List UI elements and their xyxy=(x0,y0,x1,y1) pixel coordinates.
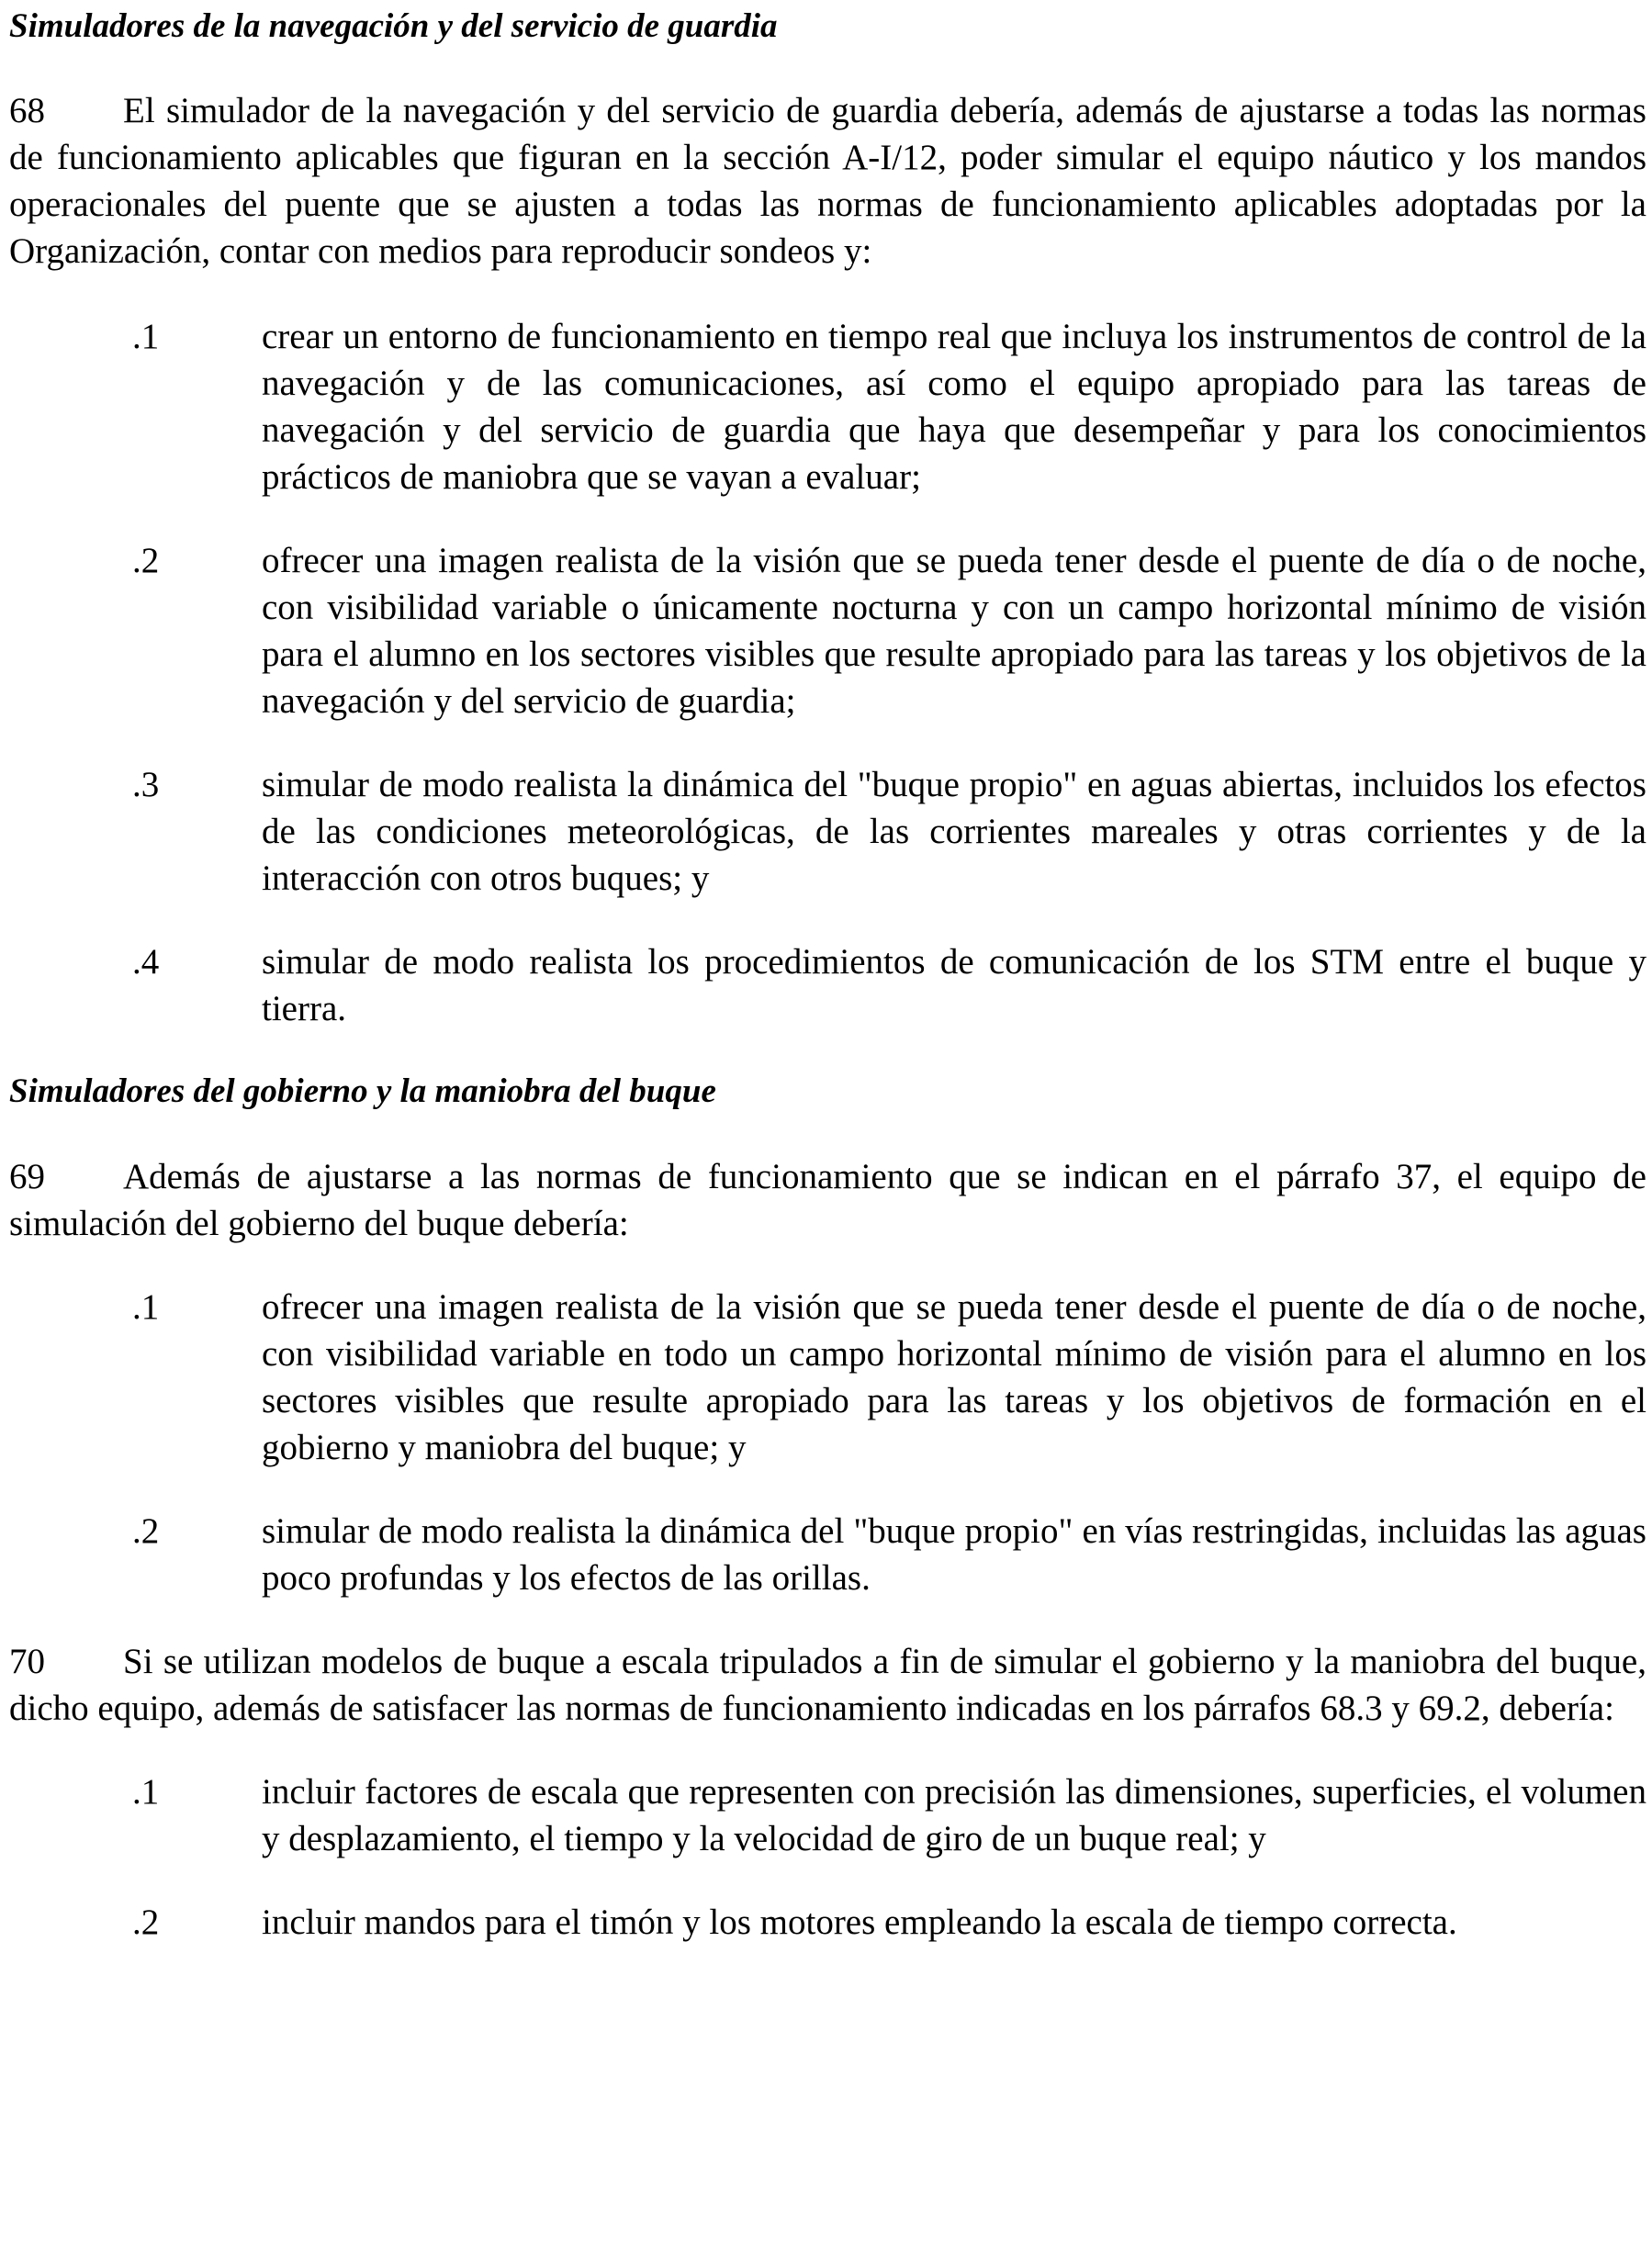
paragraph-text: Además de ajustarse a las normas de funcionamiento que se indican en el párrafo 37, el equipo de simulación del gobierno del buque debería: xyxy=(9,1157,1646,1243)
list-item-70-1 xyxy=(9,1768,1646,1862)
list-item-number: .3 xyxy=(132,765,160,804)
list-item-text: simular de modo realista los procedimientos de comunicación de los STM entre el buque y tierra. xyxy=(262,942,1646,1028)
list-item-text: incluir mandos para el timón y los motores empleando la escala de tiempo correcta. xyxy=(262,1902,1457,1942)
list-item-text: crear un entorno de funcionamiento en tiempo real que incluya los instrumentos de control de la navegación y de las comunicaciones, así como el equipo apropiado para las tareas de navegación y del servicio de guardia que haya que desempeñar y para los conocimientos prácticos de maniobra que se vayan a evaluar; xyxy=(262,317,1646,497)
list-item-text: simular de modo realista la dinámica del "buque propio" en aguas abiertas, incluidos los efectos de las condiciones meteorológicas, de las corrientes mareales y otras corrientes y de la interacción con otros buques; y xyxy=(262,765,1646,898)
list-item-text: incluir factores de escala que representen con precisión las dimensiones, superficies, el volumen y desplazamiento, el tiempo y la velocidad de giro de un buque real; y xyxy=(262,1772,1646,1858)
list-item-70-2 xyxy=(9,1899,1646,1946)
list-item-69-1 xyxy=(9,1284,1646,1471)
list-item-68-3 xyxy=(9,761,1646,902)
list-item-number: .1 xyxy=(132,317,160,356)
list-item-number: .1 xyxy=(132,1287,160,1327)
paragraph-text: Si se utilizan modelos de buque a escala tripulados a fin de simular el gobierno y la maniobra del buque, dicho equipo, además de satisfacer las normas de funcionamiento indicadas en los párrafos 68.3 y 69.2, debería: xyxy=(9,1642,1646,1728)
section-heading-navigation-watchkeeping: Simuladores de la navegación y del servicio de guardia xyxy=(9,7,778,45)
paragraph-69 xyxy=(9,1153,1646,1247)
section-heading-ship-handling: Simuladores del gobierno y la maniobra del buque xyxy=(9,1072,716,1110)
list-item-number: .1 xyxy=(132,1772,160,1812)
list-item-68-1 xyxy=(9,313,1646,500)
list-item-number: .2 xyxy=(132,1511,160,1551)
paragraph-text: El simulador de la navegación y del servicio de guardia debería, además de ajustarse a todas las normas de funcionamiento aplicables que figuran en la sección A-I/12, poder simular el equipo náutico y los mandos operacionales del puente que se ajusten a todas las normas de funcionamiento aplicables adoptadas por la Organización, contar con medios para reproducir sondeos y: xyxy=(9,91,1646,271)
list-item-68-4 xyxy=(9,938,1646,1032)
document-page xyxy=(9,0,1646,1946)
paragraph-70 xyxy=(9,1638,1646,1732)
list-item-text: ofrecer una imagen realista de la visión que se pueda tener desde el puente de día o de noche, con visibilidad variable o únicamente nocturna y con un campo horizontal mínimo de visión para el alumno en los sectores visibles que resulte apropiado para las tareas y los objetivos de la navegación y del servicio de guardia; xyxy=(262,541,1646,721)
paragraph-68 xyxy=(9,87,1646,275)
paragraph-number: 70 xyxy=(9,1642,45,1681)
paragraph-number: 69 xyxy=(9,1157,45,1196)
list-item-69-2 xyxy=(9,1508,1646,1601)
paragraph-number: 68 xyxy=(9,91,45,130)
list-item-text: ofrecer una imagen realista de la visión que se pueda tener desde el puente de día o de noche, con visibilidad variable en todo un campo horizontal mínimo de visión para el alumno en los sectores visibles que resulte apropiado para las tareas y los objetivos de formación en el gobierno y maniobra del buque; y xyxy=(262,1287,1646,1467)
list-item-number: .2 xyxy=(132,541,160,580)
list-item-text: simular de modo realista la dinámica del "buque propio" en vías restringidas, incluidas las aguas poco profundas y los efectos de las orillas. xyxy=(262,1511,1646,1598)
list-item-68-2 xyxy=(9,537,1646,724)
list-item-number: .2 xyxy=(132,1902,160,1942)
list-item-number: .4 xyxy=(132,942,160,982)
